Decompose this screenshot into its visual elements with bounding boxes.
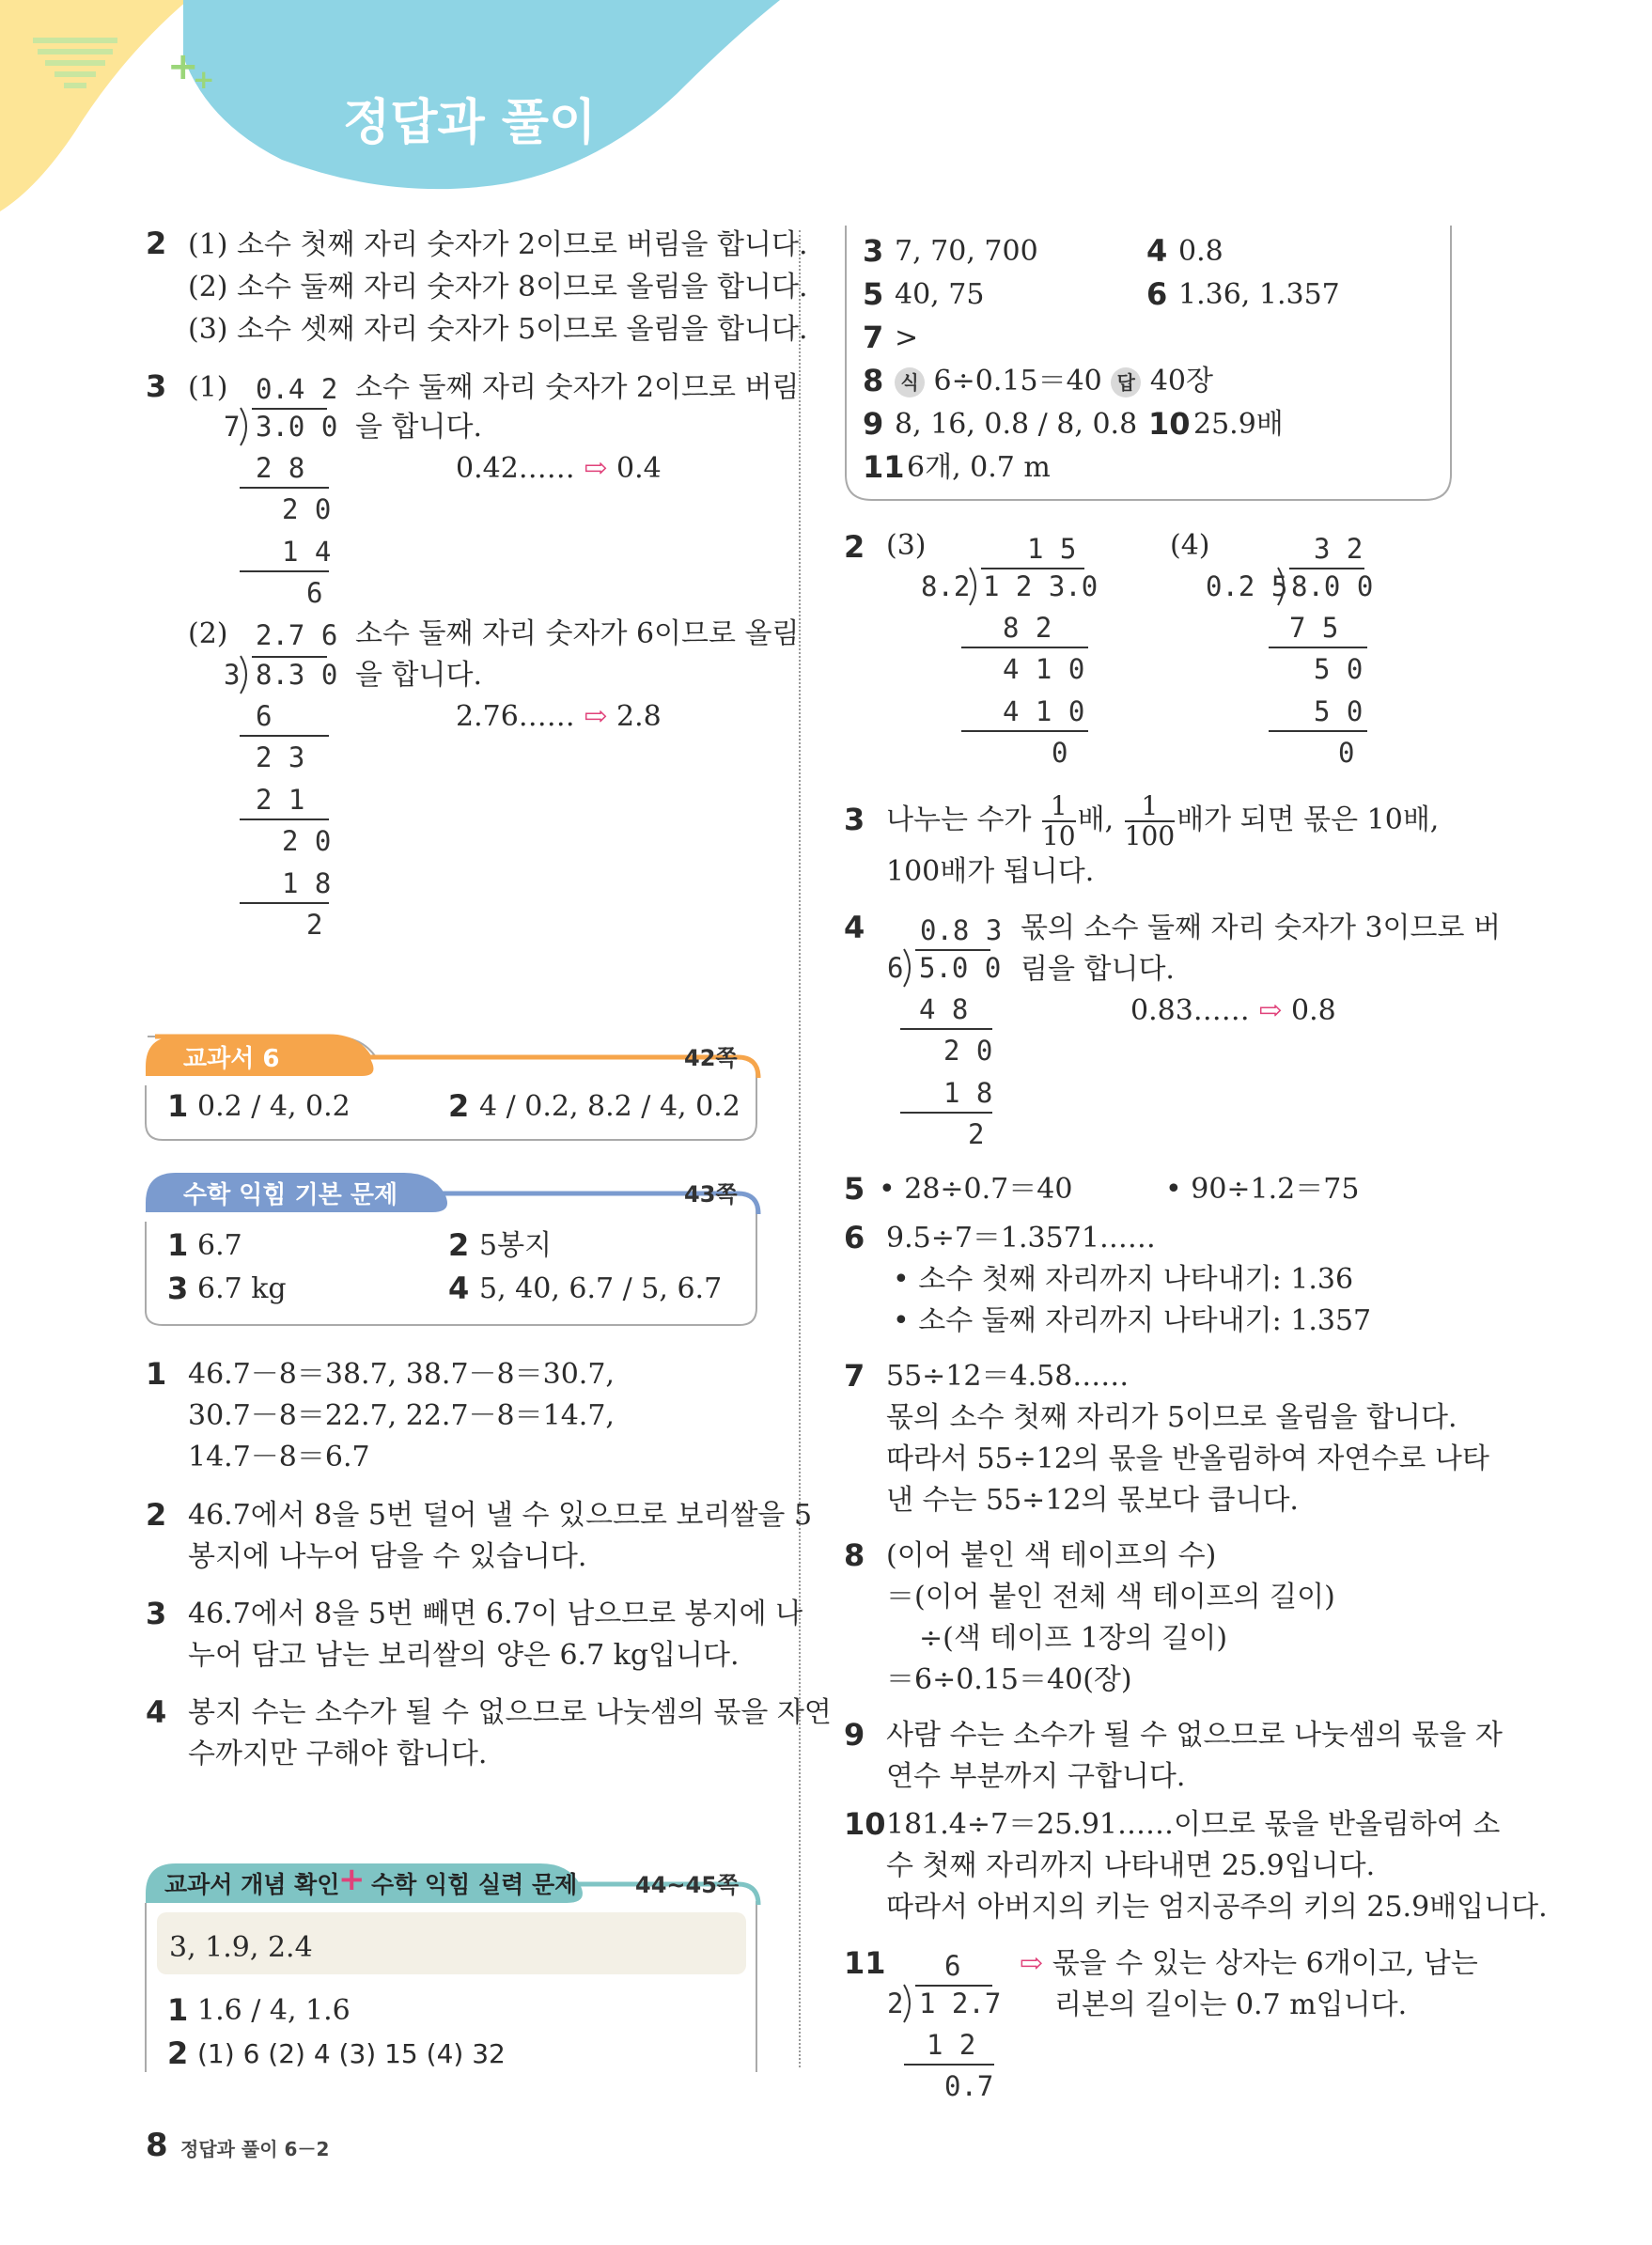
- item-number: 7: [863, 320, 884, 355]
- arrow-icon: ⇨: [1258, 994, 1283, 1027]
- item-number: 3: [863, 233, 884, 269]
- solution-line: 9.5÷7＝1.3571……: [886, 1222, 1156, 1255]
- solution-line: 따라서 55÷12의 몫을 반올림하여 자연수로 나타: [886, 1442, 1489, 1475]
- plus-icon: +: [167, 45, 199, 88]
- text: 배가 되면 몫은 10배,: [1177, 803, 1440, 836]
- explanation: [456, 447, 662, 490]
- step: 2 1: [256, 784, 305, 816]
- answer: 1.6 / 4, 1.6: [197, 1994, 351, 2027]
- column-divider: [799, 230, 801, 2067]
- item-number: 6: [844, 1220, 865, 1255]
- item-number: 1: [146, 1356, 167, 1392]
- item-number: 9: [863, 406, 884, 442]
- solution-line: 14.7－8＝6.7: [188, 1441, 370, 1473]
- solution-line: ＝6÷0.15＝40(장): [886, 1663, 1132, 1696]
- answer: 40, 75: [895, 278, 985, 311]
- division-bracket: [1276, 566, 1291, 607]
- answer-line: (1) 소수 첫째 자리 숫자가 2이므로 버림을 합니다.: [188, 228, 808, 261]
- arrow-icon: ⇨: [584, 452, 608, 485]
- result: 0.4: [616, 452, 662, 485]
- solution-line: • 소수 둘째 자리까지 나타내기: 1.357: [893, 1304, 1372, 1337]
- solution-line: ＝(이어 붙인 전체 색 테이프의 길이): [886, 1581, 1335, 1614]
- box-page: 42쪽: [684, 1045, 738, 1071]
- item-number: 11: [863, 449, 905, 485]
- answer: 5봉지: [479, 1229, 553, 1262]
- answer: 5, 40, 6.7 / 5, 6.7: [479, 1272, 723, 1305]
- step: 2 0: [943, 1035, 993, 1067]
- arrow-icon: ⇨: [584, 700, 608, 733]
- explanation: 리본의 길이는 0.7 m입니다.: [1054, 1988, 1408, 2021]
- item-number: 4: [448, 1271, 470, 1306]
- box-label: 교과서 개념 확인: [164, 1871, 340, 1898]
- header-decoration: [0, 0, 1652, 216]
- item-number: 5: [863, 276, 884, 312]
- divisor: 6: [887, 952, 904, 984]
- item-number: 8: [863, 363, 884, 398]
- text: 나누는 수가: [886, 803, 1032, 836]
- explanation: 을 합니다.: [355, 411, 482, 444]
- solution-line: • 28÷0.7＝40: [879, 1173, 1073, 1206]
- answer: (1) 6 (2) 4 (3) 15 (4) 32: [197, 2038, 506, 2069]
- solution-line: 연수 부분까지 구합니다.: [886, 1760, 1186, 1793]
- sub-label: (4): [1170, 529, 1210, 562]
- item-number: 2: [844, 529, 865, 565]
- item-number: 3: [167, 1271, 189, 1306]
- item-number: 4: [146, 1694, 167, 1730]
- quotient: 1 5: [1027, 533, 1077, 565]
- step: 0: [1052, 737, 1068, 769]
- item-number: 10: [1148, 406, 1191, 442]
- step: 1 2: [927, 2029, 976, 2061]
- step: 2 8: [256, 452, 305, 484]
- step: 4 8: [919, 993, 969, 1025]
- step: 4 1 0: [1003, 653, 1085, 685]
- division-bracket: [239, 406, 254, 447]
- answer: 0.2 / 4, 0.2: [197, 1090, 351, 1123]
- item-number: 10: [844, 1806, 886, 1842]
- step: 1 8: [282, 867, 332, 899]
- answer: 0.8: [1178, 235, 1223, 268]
- item-number: 3: [844, 802, 865, 837]
- solution-line: 따라서 아버지의 키는 엄지공주의 키의 25.9배입니다.: [886, 1891, 1548, 1924]
- step: 2: [306, 909, 323, 941]
- step: 2 0: [282, 825, 332, 857]
- division-bracket: [902, 947, 917, 989]
- answer: 8, 16, 0.8 / 8, 0.8: [895, 408, 1138, 441]
- solution-line: 수 첫째 자리까지 나타내면 25.9입니다.: [886, 1849, 1376, 1882]
- solution-line: 46.7에서 8을 5번 덜어 낼 수 있으므로 보리쌀을 5: [188, 1499, 813, 1532]
- answer: 6.7: [197, 1229, 242, 1262]
- solution-line: [886, 792, 1439, 850]
- formula-badge: 식: [895, 367, 925, 398]
- item-number: 4: [844, 910, 865, 945]
- step: 2 0: [282, 493, 332, 525]
- solution-line: 몫의 소수 첫째 자리가 5이므로 올림을 합니다.: [886, 1401, 1457, 1434]
- answer: 1.36, 1.357: [1178, 278, 1340, 311]
- solution-line: 누어 담고 남는 보리쌀의 양은 6.7 kg입니다.: [188, 1639, 740, 1672]
- solution-line: 55÷12＝4.58……: [886, 1360, 1130, 1393]
- quotient: 0.4 2: [256, 373, 338, 405]
- box-page: 44~45쪽: [635, 1872, 740, 1898]
- divisor: 7: [224, 411, 241, 443]
- division-bracket: [239, 654, 254, 695]
- step: 6: [256, 700, 273, 732]
- solution-line: 봉지에 나누어 담을 수 있습니다.: [188, 1540, 587, 1573]
- solution-line: 수까지만 구해야 합니다.: [188, 1738, 488, 1770]
- item-number: 4: [1146, 233, 1168, 269]
- solution-line: 100배가 됩니다.: [886, 855, 1095, 888]
- item-number: 7: [844, 1358, 865, 1394]
- box-page: 43쪽: [684, 1181, 738, 1208]
- step: 0: [1338, 737, 1355, 769]
- step: 0.7: [944, 2070, 994, 2102]
- item-number: 3: [146, 1596, 167, 1631]
- item-number: 11: [844, 1945, 886, 1981]
- item-number: 2: [146, 226, 167, 261]
- dividend: 5.0 0: [919, 952, 1002, 984]
- item-number: 2: [448, 1227, 470, 1263]
- item-number: 5: [844, 1171, 865, 1207]
- quotient: 0.8 3: [920, 914, 1003, 946]
- sub-label: (1): [188, 371, 228, 404]
- explanation: [456, 695, 662, 738]
- explanation: 을 합니다.: [355, 659, 482, 692]
- divisor: 0.2 5: [1206, 570, 1288, 602]
- solution-line: 46.7－8＝38.7, 38.7－8＝30.7,: [188, 1358, 615, 1391]
- item-number: 3: [146, 368, 167, 404]
- approx: 0.83……: [1130, 994, 1250, 1027]
- item-number: 2: [167, 2035, 189, 2071]
- dividend: 1 2.7: [919, 1988, 1002, 2019]
- text: 몫을 수 있는 상자는 6개이고, 남는: [1052, 1947, 1478, 1980]
- sub-label: (3): [886, 529, 927, 562]
- result: 2.8: [616, 700, 662, 733]
- step: 1 4: [282, 536, 332, 568]
- answer: 3, 1.9, 2.4: [169, 1931, 313, 1964]
- step: 5 0: [1314, 695, 1364, 727]
- solution-line: • 소수 첫째 자리까지 나타내기: 1.36: [893, 1263, 1354, 1296]
- dividend: 3.0 0: [256, 411, 338, 443]
- quotient: 6: [944, 1950, 961, 1982]
- step: 8 2: [1003, 612, 1052, 644]
- answer-line: (2) 소수 둘째 자리 숫자가 8이므로 올림을 합니다.: [188, 271, 808, 304]
- item-number: 8: [844, 1537, 865, 1573]
- solution-line: 181.4÷7＝25.91……이므로 몫을 반올림하여 소: [886, 1808, 1501, 1841]
- formula: 6÷0.15＝40: [933, 365, 1102, 398]
- division-bracket: [968, 566, 983, 607]
- plus-icon: +: [338, 1861, 366, 1898]
- step: 2: [968, 1118, 985, 1150]
- approx: 2.76……: [456, 700, 575, 733]
- header-yellow-shape: [0, 0, 188, 211]
- answer: >: [895, 321, 919, 354]
- box-label: 수학 익힘 기본 문제: [183, 1181, 398, 1209]
- solution-line: 봉지 수는 소수가 될 수 없으므로 나눗셈의 몫을 자연: [188, 1696, 832, 1729]
- answer: 25.9배: [1193, 408, 1284, 441]
- solution-line: 낸 수는 55÷12의 몫보다 큽니다.: [886, 1484, 1299, 1517]
- explanation: 소수 둘째 자리 숫자가 2이므로 버림: [355, 371, 800, 404]
- step: 5 0: [1314, 653, 1364, 685]
- divisor: 8.2: [921, 570, 971, 602]
- item-number: 2: [146, 1497, 167, 1533]
- footer-text: 정답과 풀이 6－2: [180, 2138, 330, 2160]
- box-label: 교과서 6: [183, 1045, 280, 1073]
- division-bracket: [902, 1983, 917, 2024]
- explanation: 림을 합니다.: [1021, 953, 1175, 986]
- divisor: 2: [887, 1988, 904, 2019]
- arrow-icon: ⇨: [1020, 1947, 1044, 1980]
- answer: 6개, 0.7 m: [907, 451, 1051, 484]
- page-number: 8: [146, 2127, 168, 2164]
- answer: 7, 70, 700: [895, 235, 1038, 268]
- dividend: 1 2 3.0: [983, 570, 1099, 602]
- explanation: [1130, 990, 1336, 1032]
- dividend: 8.0 0: [1291, 570, 1374, 602]
- page-title: 정답과 풀이: [343, 95, 597, 151]
- answer: 4 / 0.2, 8.2 / 4, 0.2: [479, 1090, 740, 1123]
- item-number: 1: [167, 1992, 189, 2028]
- explanation: 소수 둘째 자리 숫자가 6이므로 올림: [355, 617, 800, 650]
- divisor: 3: [224, 659, 241, 691]
- result: 0.8: [1291, 994, 1336, 1027]
- solution-line: (이어 붙인 색 테이프의 수): [886, 1539, 1217, 1572]
- plus-icon-small: +: [193, 64, 215, 95]
- item-number: 1: [167, 1088, 189, 1124]
- step: 1 8: [943, 1077, 993, 1109]
- answer-badge: 답: [1111, 367, 1141, 398]
- solution-line: • 90÷1.2＝75: [1165, 1173, 1360, 1206]
- solution-line: 46.7에서 8을 5번 빼면 6.7이 남으므로 봉지에 나: [188, 1598, 803, 1630]
- answer-value: 40장: [1149, 365, 1213, 398]
- sub-label: (2): [188, 617, 228, 650]
- answer: 6.7 kg: [197, 1272, 287, 1305]
- text: 배,: [1077, 803, 1114, 836]
- step: 2 3: [256, 741, 305, 773]
- explanation: [1020, 1942, 1478, 1985]
- quotient: 2.7 6: [256, 619, 338, 651]
- solution-line: ÷(색 테이프 1장의 길이): [919, 1622, 1228, 1655]
- step: 7 5: [1289, 612, 1339, 644]
- solution-line: 30.7－8＝22.7, 22.7－8＝14.7,: [188, 1399, 615, 1432]
- item-number: 1: [167, 1227, 189, 1263]
- solution-line: 사람 수는 소수가 될 수 없으므로 나눗셈의 몫을 자: [886, 1719, 1503, 1752]
- step: 6: [306, 577, 323, 609]
- fraction: $\frac{1}{10}$: [1041, 790, 1076, 851]
- fraction: $\frac{1}{100}$: [1124, 790, 1176, 851]
- box-label: 수학 익힘 실력 문제: [371, 1871, 578, 1898]
- step: 4 1 0: [1003, 695, 1085, 727]
- quotient: 3 2: [1314, 533, 1364, 565]
- dividend: 8.3 0: [256, 659, 338, 691]
- answer-line: (3) 소수 셋째 자리 숫자가 5이므로 올림을 합니다.: [188, 313, 808, 346]
- item-number: 2: [448, 1088, 470, 1124]
- approx: 0.42……: [456, 452, 575, 485]
- explanation: 몫의 소수 둘째 자리 숫자가 3이므로 버: [1021, 912, 1502, 944]
- item-number: 9: [844, 1717, 865, 1753]
- answer: [895, 360, 1213, 402]
- item-number: 6: [1146, 276, 1168, 312]
